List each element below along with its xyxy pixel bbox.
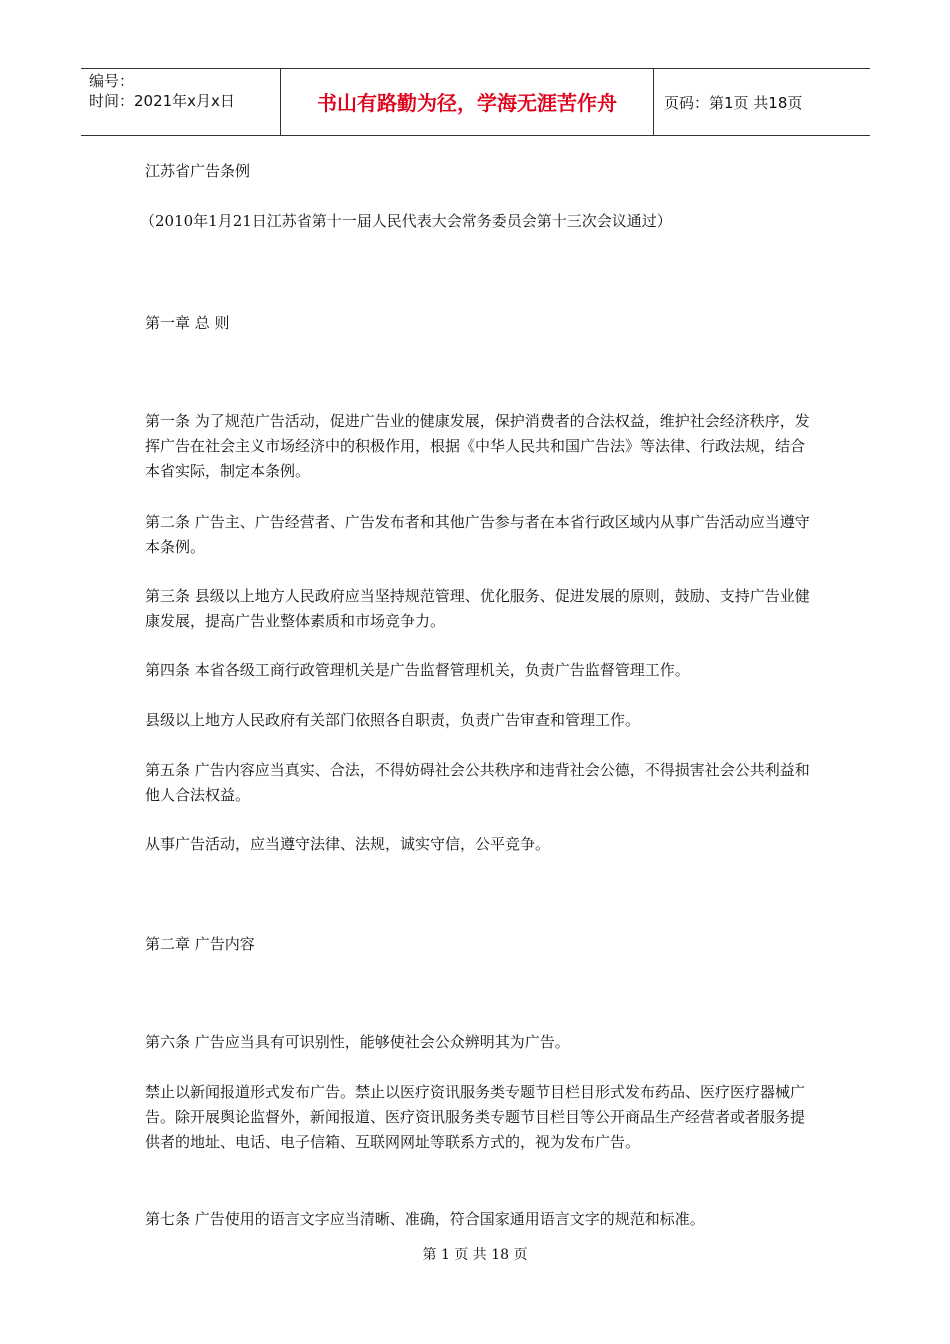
header-page-label: 页码：第1页 共18页 [664,94,803,112]
document-header [81,68,870,136]
article-1: 第一条 为了规范广告活动，促进广告业的健康发展，保护消费者的合法权益，维护社会经济秩序，发挥广告在社会主义市场经济中的积极作用，根据《中华人民共和国广告法》等法律、行政法规，结合本省实际，制定本条例。 [145,412,810,480]
article-2: 第二条 广告主、广告经营者、广告发布者和其他广告参与者在本省行政区域内从事广告活动应当遵守本条例。 [145,513,810,556]
doc-subtitle: （2010年1月21日江苏省第十一届人民代表大会常务委员会第十三次会议通过） [140,212,672,230]
header-meta [81,69,281,135]
time-label: 时间：2021年x月x日 [89,92,235,110]
page-footer: 第 1 页 共 18 页 [422,1247,528,1263]
article-5-para-2: 从事广告活动，应当遵守法律、法规，诚实守信，公平竞争。 [145,835,551,853]
number-label: 编号： [89,72,135,90]
chapter-2-heading: 第二章 广告内容 [145,935,255,953]
article-6: 第六条 广告应当具有可识别性，能够使社会公众辨明其为广告。 [145,1033,570,1051]
chapter-1-heading: 第一章 总 则 [145,314,230,332]
article-4-para-2: 县级以上地方人民政府有关部门依照各自职责，负责广告审查和管理工作。 [145,711,641,729]
article-5: 第五条 广告内容应当真实、合法，不得妨碍社会公共秩序和违背社会公德，不得损害社会公共利益和他人合法权益。 [145,761,810,804]
article-3: 第三条 县级以上地方人民政府应当坚持规范管理、优化服务、促进发展的原则，鼓励、支持广告业健康发展，提高广告业整体素质和市场竞争力。 [145,587,810,630]
header-motto: 书山有路勤为径，学海无涯苦作舟 [281,69,654,135]
article-7: 第七条 广告使用的语言文字应当清晰、准确，符合国家通用语言文字的规范和标准。 [145,1210,705,1228]
article-4: 第四条 本省各级工商行政管理机关是广告监督管理机关，负责广告监督管理工作。 [145,661,690,679]
doc-title: 江苏省广告条例 [145,162,251,180]
article-6-para-2: 禁止以新闻报道形式发布广告。禁止以医疗资讯服务类专题节目栏目形式发布药品、医疗医疗器械广告。除开展舆论监督外，新闻报道、医疗资讯服务类专题节目栏目等公开商品生产经营者或者服务提供者的地址、电话、电子信箱、互联网网址等联系方式的，视为发布广告。 [145,1083,806,1151]
